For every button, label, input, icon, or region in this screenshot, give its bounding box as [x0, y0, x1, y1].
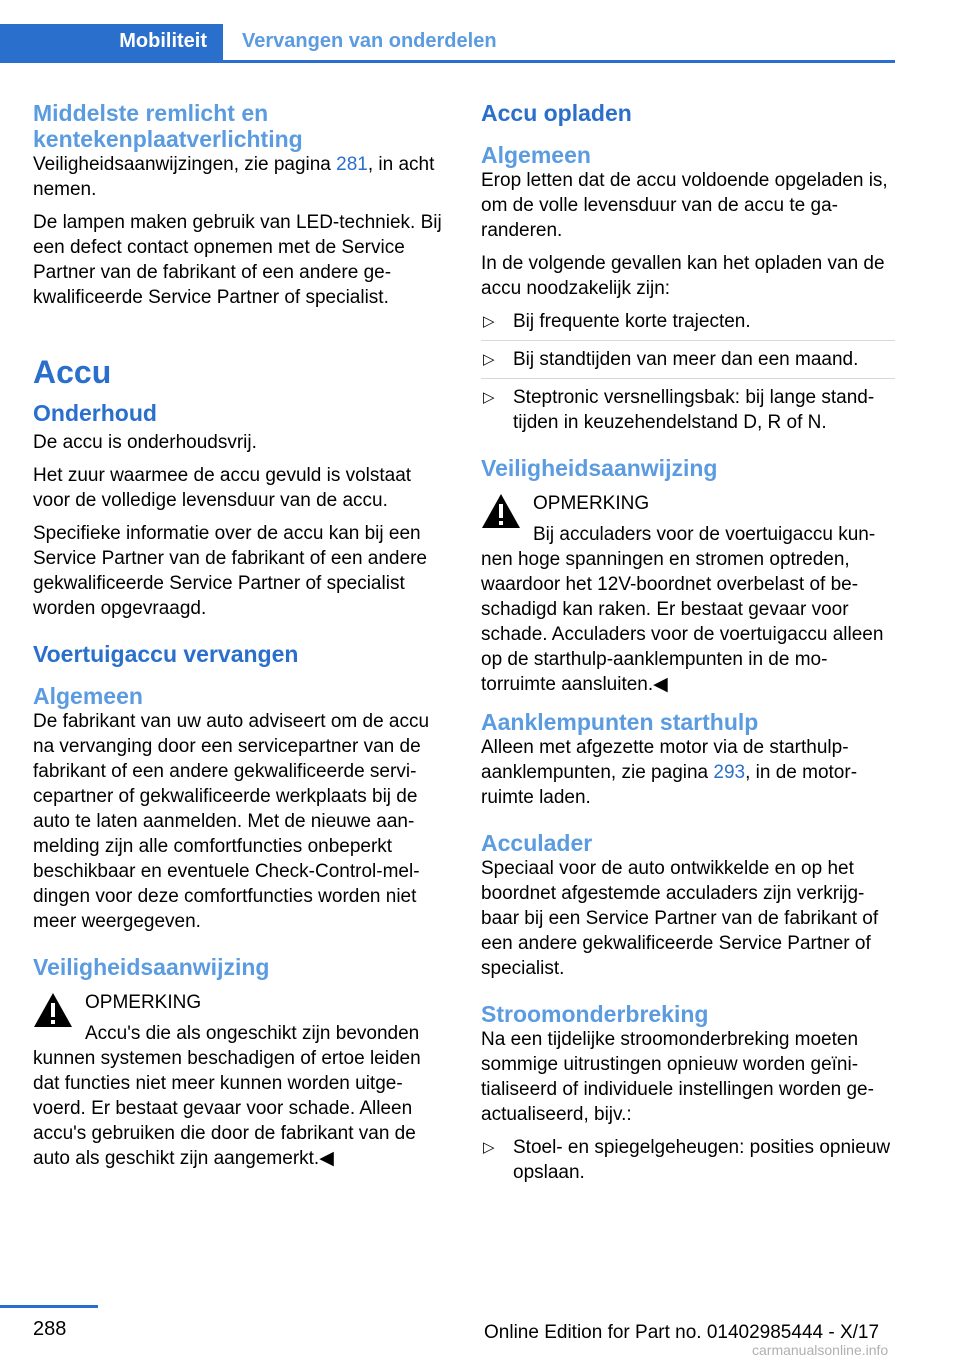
heading-algemeen: Algemeen — [33, 683, 143, 709]
watermark-text: carmanualsonline.info — [752, 1342, 889, 1358]
left-column — [33, 100, 447, 1171]
paragraph-stroomonderbreking: Na een tijdelijke stroomonderbreking moeten sommige uitrustingen opnieuw worden geïnitialiseerd of individuele instellingen worden geactualiseerd, bijv.: — [481, 1029, 874, 1125]
heading-stroomonderbreking: Stroomonderbreking — [481, 1001, 709, 1027]
list-item — [481, 309, 895, 341]
heading-algemeen: Algemeen — [481, 142, 591, 168]
heading-accu-opladen: Accu opladen — [481, 100, 632, 126]
header-subsection-label: Vervangen van onderdelen — [242, 30, 497, 52]
warning-note-title: OPMERKING — [85, 992, 202, 1013]
paragraph-acculader: Speciaal voor de auto ontwikkelde en op het boordnet afgestemde acculaders zijn verkrijgbaar bij een Service Partner van de fabrikant of een andere gekwalificeerde Service Partner of specialist. — [481, 858, 879, 979]
list-item — [481, 1135, 895, 1191]
heading-onderhoud: Onderhoud — [33, 400, 157, 426]
warning-triangle-icon — [481, 493, 521, 529]
header-section-tab[interactable] — [0, 24, 223, 60]
triangle-bullet-icon: ▷ — [483, 313, 495, 330]
page-number: 288 — [33, 1318, 67, 1340]
edition-text: Online Edition for Part no. 01402985444 - X/17 — [484, 1322, 880, 1343]
paragraph-algemeen: De fabrikant van uw auto adviseert om de accu na vervanging door een servicepartner van de fabrikant of een andere gekwalificeerde servicepartner of gekwalificeerde werkplaats bij de auto te laten aanmelden. Met de nieuwe aanmelding zijn alle comfortfuncties onbeperkt beschikbaar en eventuele Check-Control-meldingen voor deze comfortfuncties worden niet meer weergegeven. — [33, 711, 430, 932]
text-fragment: Veiligheidsaanwijzingen, zie pagina — [33, 154, 337, 175]
warning-triangle-icon — [33, 992, 73, 1028]
triangle-bullet-icon: ▷ — [483, 1139, 495, 1156]
paragraph-opladen-2: In de volgende gevallen kan het opladen van de accu noodzakelijk zijn: — [481, 253, 885, 299]
paragraph-onderhoud-2: Het zuur waarmee de accu gevuld is volstaat voor de volledige levensduur van de accu. — [33, 465, 412, 511]
triangle-bullet-icon: ▷ — [483, 351, 495, 368]
heading-veiligheidsaanwijzing: Veiligheidsaanwijzing — [33, 954, 270, 980]
text-fragment: , in de motorruimte laden. — [481, 762, 858, 808]
text-fragment: Alleen met afgezette motor via de starthulp-aanklempunten, zie pagina — [481, 737, 849, 783]
paragraph-led: De lampen maken gebruik van LED-techniek. Bij een defect contact opnemen met de Service Partner van de fabrikant of een andere gekwalificeerde Service Partner of specialist. — [33, 212, 442, 308]
list-charging-cases — [481, 309, 895, 441]
heading-aanklempunten: Aanklempunten starthulp — [481, 709, 759, 735]
list-item-text: Bij frequente korte trajecten. — [513, 311, 751, 332]
heading-middle-brakelight: Middelste remlicht en kentekenplaatverlichting — [33, 100, 303, 152]
warning-note-title: OPMERKING — [533, 493, 650, 514]
heading-acculader: Acculader — [481, 830, 593, 856]
heading-veiligheidsaanwijzing: Veiligheidsaanwijzing — [481, 455, 718, 481]
list-item-text: Bij standtijden van meer dan een maand. — [513, 349, 859, 370]
paragraph-aanklempunten — [481, 735, 895, 810]
list-item — [481, 347, 895, 379]
warning-note — [33, 990, 447, 1171]
list-stroom — [481, 1135, 895, 1191]
heading-accu: Accu — [33, 354, 112, 390]
header-section-label: Mobiliteit — [119, 30, 207, 52]
text-fragment: , in acht nemen. — [33, 154, 435, 200]
right-column — [481, 100, 895, 1205]
paragraph-onderhoud-3: Specifieke informatie over de accu kan bij een Service Partner van de fabrikant of een andere gekwalificeerde Service Partner of specialist worden opgevraagd. — [33, 523, 427, 619]
warning-note-body: Bij acculaders voor de voertuigaccu kunnen hoge spanningen en stromen optreden, waardoor het 12V-boordnet overbelast of beschadigd kan raken. Er bestaat gevaar voor schade. Acculaders voor de voertuigaccu alleen op de starthulp-aanklempunten in de motorruimte aansluiten.◀ — [481, 524, 884, 695]
list-item — [481, 385, 895, 441]
paragraph-onderhoud-1: De accu is onderhoudsvrij. — [33, 432, 257, 453]
header-rule — [0, 60, 895, 63]
heading-voertuigaccu-vervangen: Voertuigaccu vervangen — [33, 641, 299, 667]
page-link-293[interactable]: 293 — [713, 762, 746, 783]
warning-note — [481, 491, 895, 697]
warning-note-body: Accu's die als ongeschikt zijn bevonden kunnen systemen beschadigen of ertoe leiden dat functies niet meer kunnen worden uitgevoerd. Er bestaat gevaar voor schade. Alleen accu's gebruiken die door de fabrikant van de auto als geschikt zijn aangemerkt.◀ — [33, 1023, 421, 1169]
list-item-text: Steptronic versnellingsbak: bij lange standtijden in keuzehendelstand D, R of N. — [513, 387, 875, 433]
page-link-281[interactable]: 281 — [336, 154, 368, 175]
paragraph-opladen-1: Erop letten dat de accu voldoende opgeladen is, om de volle levensduur van de accu te garanderen. — [481, 170, 888, 241]
paragraph-safety-ref — [33, 152, 447, 202]
list-item-text: Stoel- en spiegelgeheugen: posities opnieuw opslaan. — [513, 1137, 891, 1183]
page-header — [0, 24, 895, 62]
triangle-bullet-icon: ▷ — [483, 389, 495, 406]
footer-rule — [0, 1305, 98, 1308]
